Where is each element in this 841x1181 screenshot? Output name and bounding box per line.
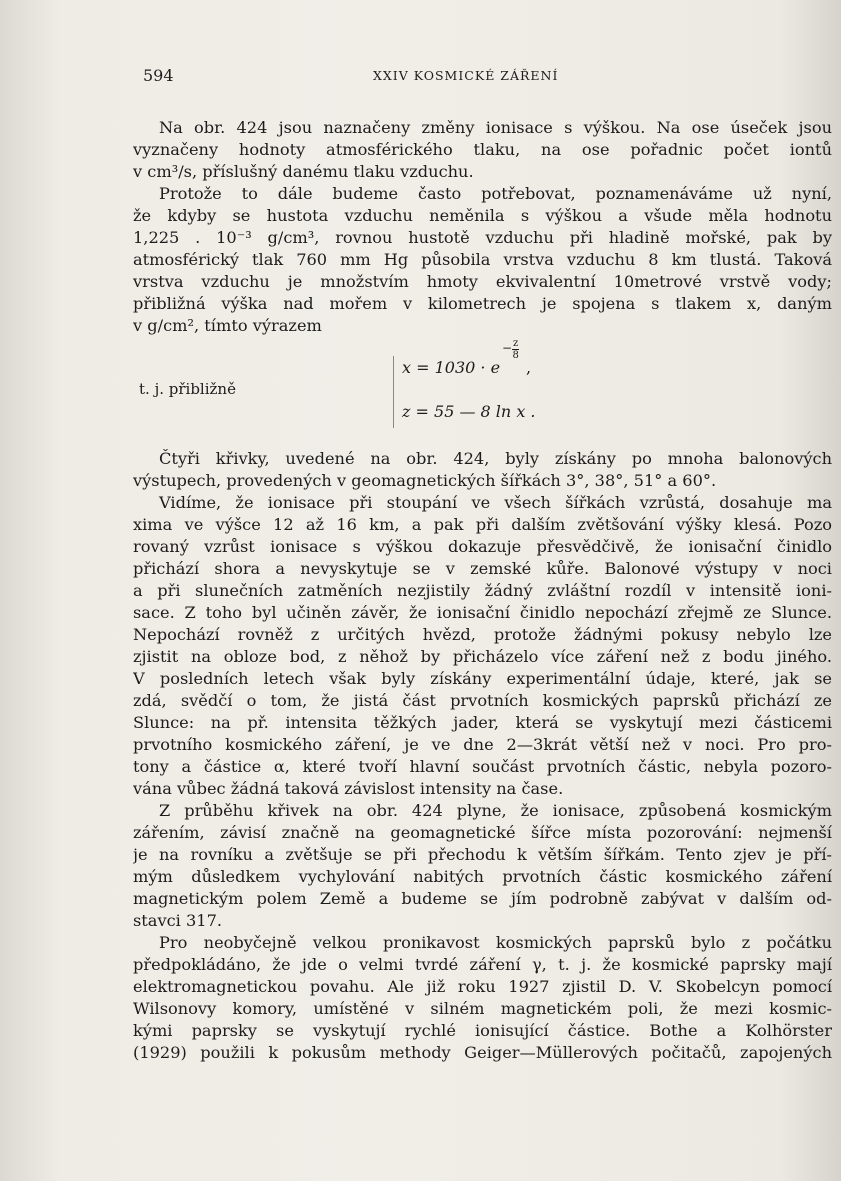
text-line: prvotního kosmického záření, je ve dne 2—3krát větší než v noci. Pro pro- <box>133 735 832 754</box>
text-line: Protože to dále budeme často potřebovat, poznamenáváme už nyní, <box>159 184 832 203</box>
running-title: XXIV KOSMICKÉ ZÁŘENÍ <box>373 68 559 83</box>
text-line: předpokládáno, že jde o velmi tvrdé záření γ, t. j. že kosmické paprsky mají <box>133 955 832 974</box>
formula-exponent-denominator: 8 <box>512 350 519 361</box>
text-line: Vidíme, že ionisace při stoupání ve všech šířkách vzrůstá, dosahuje ma <box>159 493 832 512</box>
text-line: Nepochází rovněž z určitých hvězd, protože žádnými pokusy nebylo lze <box>133 625 832 644</box>
text-line: V posledních letech však byly získány experimentální údaje, které, jak se <box>133 669 832 688</box>
text-line: (1929) použili k pokusům methody Geiger—Müllerových počitačů, zapojených <box>133 1043 832 1062</box>
text-line: kými paprsky se vyskytují rychlé ionisující částice. Bothe a Kolhörster <box>133 1021 832 1040</box>
text-line: rovaný vzrůst ionisace s výškou dokazuje přesvědčivě, že ionisační činidlo <box>133 537 832 556</box>
formula-minus: − <box>502 341 513 355</box>
page-number: 594 <box>143 66 174 85</box>
formula-eq1-comma: , <box>526 358 532 377</box>
text-line: magnetickým polem Země a budeme se jím podrobně zabývat v dalším od- <box>133 889 832 908</box>
text-line: xima ve výšce 12 až 16 km, a pak při dalším zvětšování výšky klesá. Pozo <box>133 515 832 534</box>
formula-label: t. j. přibližně <box>139 380 236 398</box>
text-line: Z průběhu křivek na obr. 424 plyne, že ionisace, způsobená kosmickým <box>159 801 832 820</box>
text-line: zářením, závisí značně na geomagnetické šířce místa pozorování: nejmenší <box>133 823 832 842</box>
text-line: vyznačeny hodnoty atmosférického tlaku, na ose pořadnic počet iontů <box>133 140 832 159</box>
text-line: vána vůbec žádná taková závislost intensity na čase. <box>133 779 564 798</box>
text-line: v g/cm², tímto výrazem <box>133 316 322 335</box>
text-line: sace. Z toho byl učiněn závěr, že ionisační činidlo nepochází zřejmě ze Slunce. <box>133 603 832 622</box>
text-line: Na obr. 424 jsou naznačeny změny ionisace s výškou. Na ose úseček jsou <box>159 118 832 137</box>
page-header <box>143 66 833 88</box>
text-line: vrstva vzduchu je množstvím hmoty ekvivalentní 10metrové vrstvě vody; <box>133 272 832 291</box>
text-line: přichází shora a nevyskytuje se v zemské kůře. Balonové výstupy v noci <box>133 559 832 578</box>
text-line: zjistit na obloze bod, z něhož by přicházelo více záření než z bodu jiného. <box>133 647 832 666</box>
text-line: atmosférický tlak 760 mm Hg působila vrstva vzduchu 8 km tlustá. Taková <box>133 250 832 269</box>
formula-brace <box>393 356 400 428</box>
text-line: zdá, svědčí o tom, že jistá část prvotních kosmických paprsků přichází ze <box>133 691 832 710</box>
text-line: výstupech, provedených v geomagnetických šířkách 3°, 38°, 51° a 60°. <box>133 471 717 490</box>
text-line: Čtyři křivky, uvedené na obr. 424, byly získány po mnoha balonových <box>159 449 832 468</box>
text-line: stavci 317. <box>133 911 223 930</box>
formula-exponent-numerator: z <box>513 338 519 349</box>
text-line: je na rovníku a zvětšuje se při přechodu k větším šířkám. Tento zjev je pří- <box>133 845 832 864</box>
formula-exponent <box>512 338 519 361</box>
text-line: mým důsledkem vychylování nabitých prvotních částic kosmického záření <box>133 867 832 886</box>
text-line: přibližná výška nad mořem v kilometrech je spojena s tlakem x, daným <box>133 294 832 313</box>
text-line: 1,225 . 10⁻³ g/cm³, rovnou hustotě vzduchu při hladině mořské, pak by <box>133 228 832 247</box>
text-line: Wilsonovy komory, umístěné v silném magnetickém poli, že mezi kosmic- <box>133 999 832 1018</box>
text-line: a při slunečních zatměních nezjistily žádný zvláštní rozdíl v intensitě ioni- <box>133 581 832 600</box>
text-line: Slunce: na př. intensita těžkých jader, která se vyskytují mezi částicemi <box>133 713 832 732</box>
formula-eq2: z = 55 — 8 ln x . <box>402 402 536 421</box>
text-line: tony a částice α, které tvoří hlavní součást prvotních částic, nebyla pozoro- <box>133 757 832 776</box>
text-line: Pro neobyčejně velkou pronikavost kosmických paprsků bylo z počátku <box>159 933 832 952</box>
formula-eq1: x = 1030 · e <box>402 358 501 377</box>
text-line: že kdyby se hustota vzduchu neměnila s výškou a všude měla hodnotu <box>133 206 832 225</box>
text-line: elektromagnetickou povahu. Ale již roku 1927 zjistil D. V. Skobelcyn pomocí <box>133 977 832 996</box>
text-line: v cm³/s, příslušný danému tlaku vzduchu. <box>133 162 474 181</box>
